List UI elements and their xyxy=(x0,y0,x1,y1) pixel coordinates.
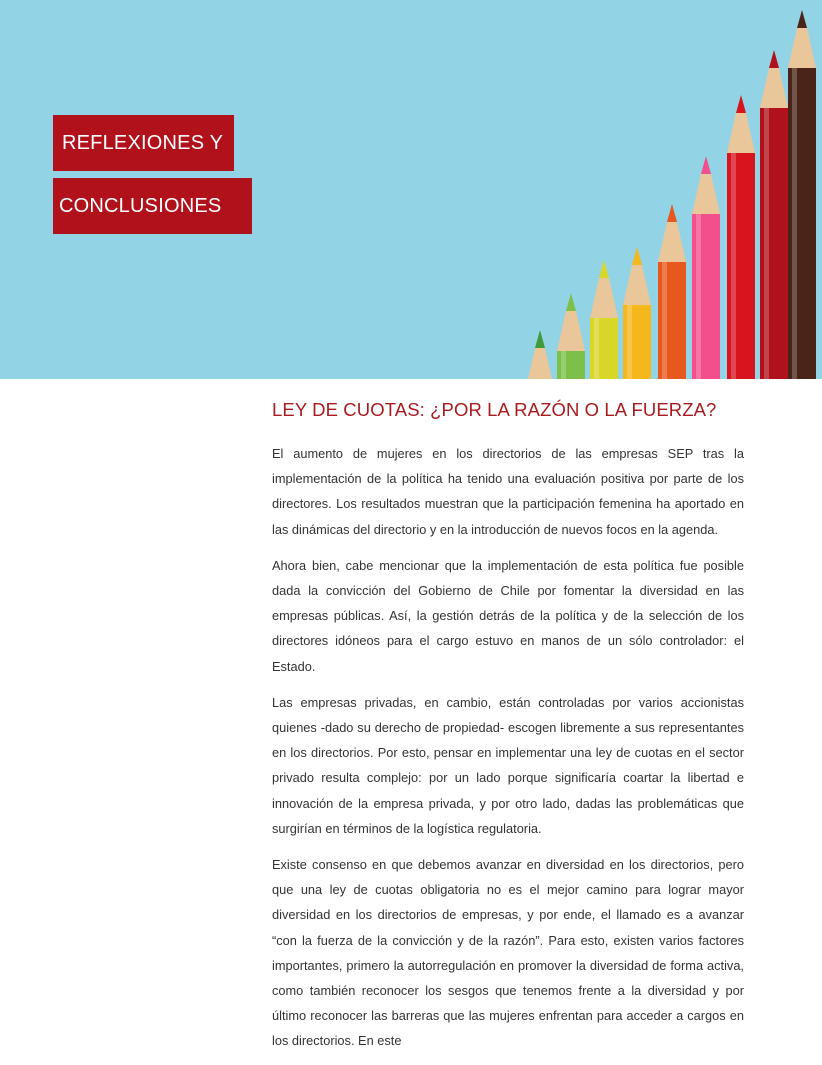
paragraph-1: El aumento de mujeres en los directorios de las empresas SEP tras la implementación de la política ha tenido una evaluación positiva por parte de los directores. Los resultados muestran que la participación femenina ha aportado en las dinámicas del directorio y en la introducción de nuevos focos en la agenda. xyxy=(272,446,744,537)
paragraph-3: Las empresas privadas, en cambio, están controladas por varios accionistas quienes -dado su derecho de propiedad- escogen libremente a sus representantes en los directorios. Por esto, pensar en implementar una ley de cuotas en el sector privado resulta complejo: por un lado porque significaría coartar la libertad e innovación de la empresa privada, y por otro lado, dadas las problemáticas que surgirían en términos de la logística regulatoria. xyxy=(272,694,744,836)
article-heading: LEY DE CUOTAS: ¿POR LA RAZÓN O LA FUERZA? xyxy=(272,399,717,420)
pencil-4 xyxy=(623,247,651,379)
pencil-2 xyxy=(557,293,585,379)
pencil-7 xyxy=(727,95,755,379)
paragraph-4: Existe consenso en que debemos avanzar en diversidad en los directorios, pero que una ley de cuotas obligatoria no es el mejor camino para lograr mayor diversidad en los directorios de empresas, y por ende, el llamado es a avanzar “con la fuerza de la convicción y de la razón”. Para esto, existen varios factores importantes, primero la autorregulación en promover la diversidad de forma activa, como también reconocer los sesgos que tenemos frente a la diversidad y por último reconocer las barreras que las mujeres enfrentan para acceder a cargos en los directorios. En este xyxy=(272,857,744,1049)
pencil-3 xyxy=(590,260,618,379)
pencil-5 xyxy=(658,204,686,379)
paragraph-2: Ahora bien, cabe mencionar que la implementación de esta política fue posible dada la convicción del Gobierno de Chile por fomentar la diversidad en las empresas públicas. Así, la gestión detrás de la política y de la selección de los directores idóneos para el cargo estuvo en manos de un sólo controlador: el Estado. xyxy=(272,557,744,674)
hero-banner xyxy=(0,0,822,379)
pencil-1 xyxy=(526,330,554,379)
pencil-9 xyxy=(788,10,816,379)
pencil-8 xyxy=(760,50,788,379)
section-title-line-1 xyxy=(53,115,234,171)
article-body xyxy=(272,441,744,1065)
section-title-line-2 xyxy=(53,178,252,234)
pencil-6 xyxy=(692,156,720,379)
section-title-text-1: REFLEXIONES Y xyxy=(62,131,224,154)
section-title-text-2: CONCLUSIONES xyxy=(59,194,222,217)
